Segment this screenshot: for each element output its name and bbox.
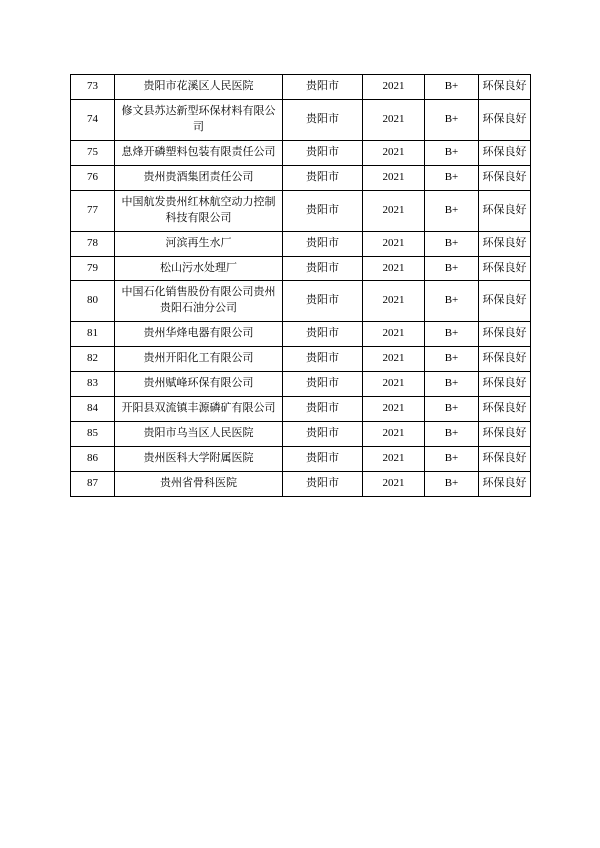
city-name: 贵阳市	[283, 256, 363, 281]
city-name: 贵阳市	[283, 75, 363, 100]
enterprise-name: 贵州贵酒集团责任公司	[115, 165, 283, 190]
credit-grade: B+	[425, 140, 479, 165]
row-index: 80	[71, 281, 115, 322]
enterprise-name: 修文县苏达新型环保材料有限公司	[115, 99, 283, 140]
evaluation-year: 2021	[363, 372, 425, 397]
city-name: 贵阳市	[283, 397, 363, 422]
evaluation-result: 环保良好	[479, 322, 531, 347]
city-name: 贵阳市	[283, 165, 363, 190]
table-row	[71, 447, 531, 472]
credit-grade: B+	[425, 422, 479, 447]
city-name: 贵阳市	[283, 190, 363, 231]
credit-grade: B+	[425, 347, 479, 372]
evaluation-year: 2021	[363, 99, 425, 140]
evaluation-year: 2021	[363, 471, 425, 496]
table-body	[71, 75, 531, 497]
city-name: 贵阳市	[283, 322, 363, 347]
enterprise-name: 河滨再生水厂	[115, 231, 283, 256]
enterprise-name: 中国石化销售股份有限公司贵州贵阳石油分公司	[115, 281, 283, 322]
evaluation-year: 2021	[363, 140, 425, 165]
row-index: 78	[71, 231, 115, 256]
credit-grade: B+	[425, 256, 479, 281]
table-row	[71, 256, 531, 281]
credit-grade: B+	[425, 99, 479, 140]
table-row	[71, 471, 531, 496]
table-row	[71, 322, 531, 347]
table-row	[71, 397, 531, 422]
credit-grade: B+	[425, 231, 479, 256]
row-index: 79	[71, 256, 115, 281]
credit-grade: B+	[425, 281, 479, 322]
table-row	[71, 165, 531, 190]
row-index: 83	[71, 372, 115, 397]
evaluation-result: 环保良好	[479, 397, 531, 422]
credit-grade: B+	[425, 322, 479, 347]
evaluation-result: 环保良好	[479, 256, 531, 281]
table-row	[71, 231, 531, 256]
row-index: 77	[71, 190, 115, 231]
table-row	[71, 99, 531, 140]
enterprise-name: 贵阳市乌当区人民医院	[115, 422, 283, 447]
evaluation-year: 2021	[363, 281, 425, 322]
table-row	[71, 75, 531, 100]
evaluation-year: 2021	[363, 75, 425, 100]
credit-grade: B+	[425, 447, 479, 472]
evaluation-result: 环保良好	[479, 231, 531, 256]
enterprise-name: 贵州医科大学附属医院	[115, 447, 283, 472]
enterprise-name: 贵阳市花溪区人民医院	[115, 75, 283, 100]
evaluation-year: 2021	[363, 447, 425, 472]
evaluation-year: 2021	[363, 231, 425, 256]
city-name: 贵阳市	[283, 422, 363, 447]
city-name: 贵阳市	[283, 140, 363, 165]
evaluation-result: 环保良好	[479, 190, 531, 231]
credit-grade: B+	[425, 75, 479, 100]
row-index: 85	[71, 422, 115, 447]
evaluation-year: 2021	[363, 190, 425, 231]
evaluation-result: 环保良好	[479, 347, 531, 372]
evaluation-result: 环保良好	[479, 422, 531, 447]
enterprise-credit-table	[70, 74, 531, 497]
evaluation-result: 环保良好	[479, 281, 531, 322]
table-row	[71, 347, 531, 372]
enterprise-name: 贵州华烽电器有限公司	[115, 322, 283, 347]
row-index: 82	[71, 347, 115, 372]
row-index: 87	[71, 471, 115, 496]
credit-grade: B+	[425, 165, 479, 190]
city-name: 贵阳市	[283, 231, 363, 256]
enterprise-name: 贵州省骨科医院	[115, 471, 283, 496]
credit-grade: B+	[425, 190, 479, 231]
evaluation-result: 环保良好	[479, 165, 531, 190]
city-name: 贵阳市	[283, 372, 363, 397]
row-index: 74	[71, 99, 115, 140]
enterprise-name: 开阳县双流镇丰源磷矿有限公司	[115, 397, 283, 422]
evaluation-result: 环保良好	[479, 447, 531, 472]
row-index: 73	[71, 75, 115, 100]
row-index: 75	[71, 140, 115, 165]
table-row	[71, 281, 531, 322]
evaluation-result: 环保良好	[479, 140, 531, 165]
city-name: 贵阳市	[283, 447, 363, 472]
evaluation-year: 2021	[363, 397, 425, 422]
enterprise-name: 贵州开阳化工有限公司	[115, 347, 283, 372]
credit-grade: B+	[425, 372, 479, 397]
evaluation-year: 2021	[363, 347, 425, 372]
evaluation-year: 2021	[363, 422, 425, 447]
evaluation-year: 2021	[363, 322, 425, 347]
credit-grade: B+	[425, 471, 479, 496]
evaluation-result: 环保良好	[479, 99, 531, 140]
table-row	[71, 140, 531, 165]
city-name: 贵阳市	[283, 281, 363, 322]
row-index: 86	[71, 447, 115, 472]
enterprise-name: 松山污水处理厂	[115, 256, 283, 281]
table-row	[71, 190, 531, 231]
enterprise-name: 贵州赋峰环保有限公司	[115, 372, 283, 397]
enterprise-name: 息烽开磷塑料包装有限责任公司	[115, 140, 283, 165]
city-name: 贵阳市	[283, 347, 363, 372]
evaluation-result: 环保良好	[479, 471, 531, 496]
table-row	[71, 422, 531, 447]
city-name: 贵阳市	[283, 471, 363, 496]
row-index: 76	[71, 165, 115, 190]
row-index: 84	[71, 397, 115, 422]
credit-grade: B+	[425, 397, 479, 422]
city-name: 贵阳市	[283, 99, 363, 140]
evaluation-result: 环保良好	[479, 75, 531, 100]
row-index: 81	[71, 322, 115, 347]
evaluation-result: 环保良好	[479, 372, 531, 397]
enterprise-name: 中国航发贵州红林航空动力控制科技有限公司	[115, 190, 283, 231]
table-row	[71, 372, 531, 397]
evaluation-year: 2021	[363, 165, 425, 190]
evaluation-year: 2021	[363, 256, 425, 281]
